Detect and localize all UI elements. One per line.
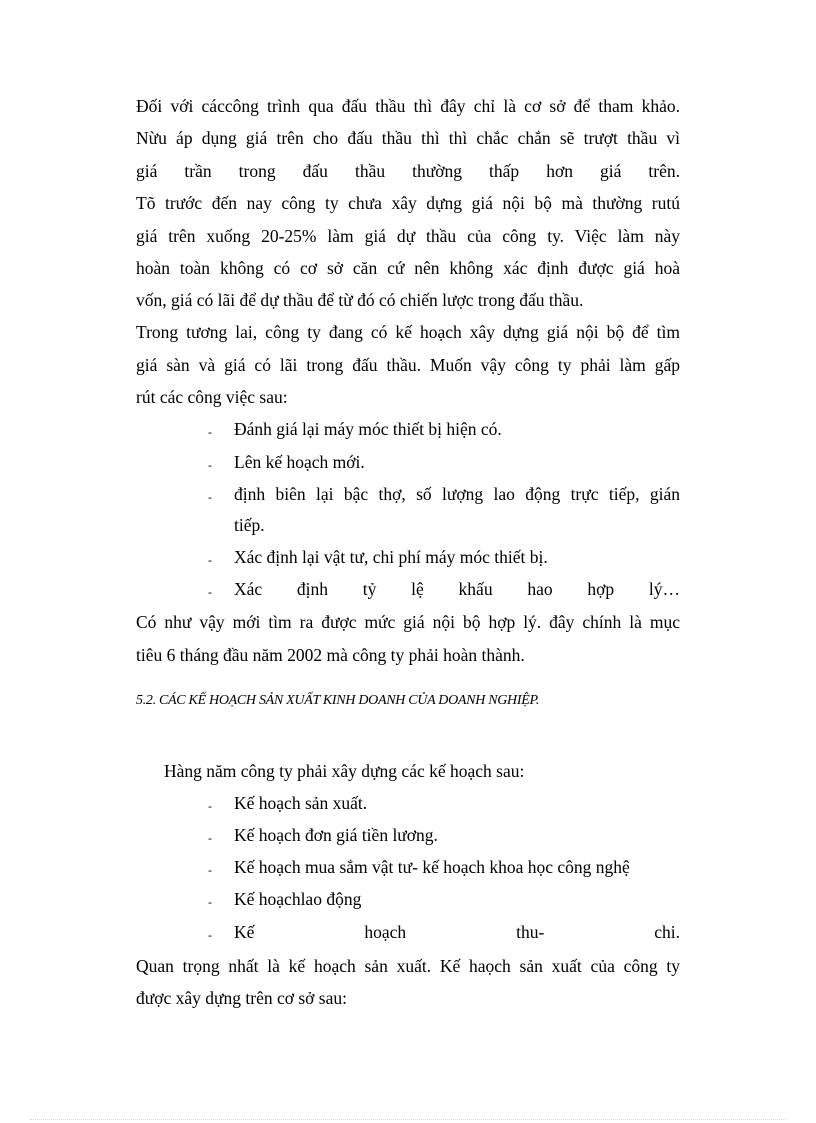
paragraph-line: Có như vậy mới tìm ra được mức giá nội bộ hợp lý. đây chính là mục [136, 612, 680, 632]
list-item: Kế hoạchlao động [234, 889, 362, 909]
paragraph-line: Trong tương lai, công ty đang có kế hoạch xây dựng giá nội bộ để tìm [136, 322, 680, 342]
list-item: Kế hoạch sản xuất. [234, 793, 368, 813]
bullet-dash: - [208, 553, 212, 567]
paragraph-line: được xây dựng trên cơ sở sau: [136, 988, 347, 1008]
list-item: Kế hoạch thu- chi. [234, 922, 680, 942]
paragraph-line: hoàn toàn không có cơ sở căn cứ nên không xác định được giá hoà [136, 258, 680, 278]
paragraph-line: rút các công việc sau: [136, 387, 288, 407]
page-bottom-rule [30, 1119, 786, 1120]
bullet-dash: - [208, 425, 212, 439]
paragraph-line: giá trần trong đấu thầu thường thấp hơn giá trên. [136, 161, 680, 181]
list-item: Kế hoạch mua sắm vật tư- kế hoạch khoa học công nghệ [234, 857, 630, 877]
section-heading: 5.2. CÁC KẾ HOẠCH SẢN XUẤT KINH DOANH CỦA DOANH NGHIỆP. [136, 693, 540, 708]
bullet-dash: - [208, 895, 212, 909]
bullet-dash: - [208, 928, 212, 942]
list-item: Đánh giá lại máy móc thiết bị hiện có. [234, 419, 502, 439]
bullet-dash: - [208, 458, 212, 472]
paragraph-line: Quan trọng nhất là kế hoạch sản xuất. Kế haọch sản xuất của công ty [136, 956, 680, 976]
list-item: Xác định lại vật tư, chi phí máy móc thiết bị. [234, 547, 548, 567]
bullet-dash: - [208, 490, 212, 504]
paragraph-line: Tõ trước đến nay công ty chưa xây dựng giá nội bộ mà thường rutú [136, 193, 680, 213]
bullet-dash: - [208, 585, 212, 599]
paragraph-line: Đối với cáccông trình qua đấu thầu thì đây chỉ là cơ sở để tham khảo. [136, 96, 680, 116]
list-item: Kế hoạch đơn giá tiền lương. [234, 825, 438, 845]
list-item-continuation: tiếp. [234, 515, 265, 535]
list-item: định biên lại bậc thợ, số lượng lao động trực tiếp, gián [234, 484, 680, 504]
paragraph-line: giá trên xuống 20-25% làm giá dự thầu của công ty. Việc làm này [136, 226, 680, 246]
bullet-dash: - [208, 863, 212, 877]
paragraph-line: giá sàn và giá có lãi trong đấu thầu. Muốn vậy công ty phải làm gấp [136, 355, 680, 375]
bullet-dash: - [208, 799, 212, 813]
bullet-dash: - [208, 831, 212, 845]
paragraph-line: Nừu áp dụng giá trên cho đấu thầu thì thì chắc chắn sẽ trượt thầu vì [136, 128, 680, 148]
paragraph-line: tiêu 6 tháng đầu năm 2002 mà công ty phải hoàn thành. [136, 645, 525, 665]
list-item: Xác định tỷ lệ khấu hao hợp lý… [234, 579, 680, 599]
list-item: Lên kế hoạch mới. [234, 452, 365, 472]
paragraph-line: Hàng năm công ty phải xây dựng các kế hoạch sau: [164, 761, 525, 781]
paragraph-line: vốn, giá có lãi để dự thầu để từ đó có chiến lược trong đấu thầu. [136, 290, 584, 310]
